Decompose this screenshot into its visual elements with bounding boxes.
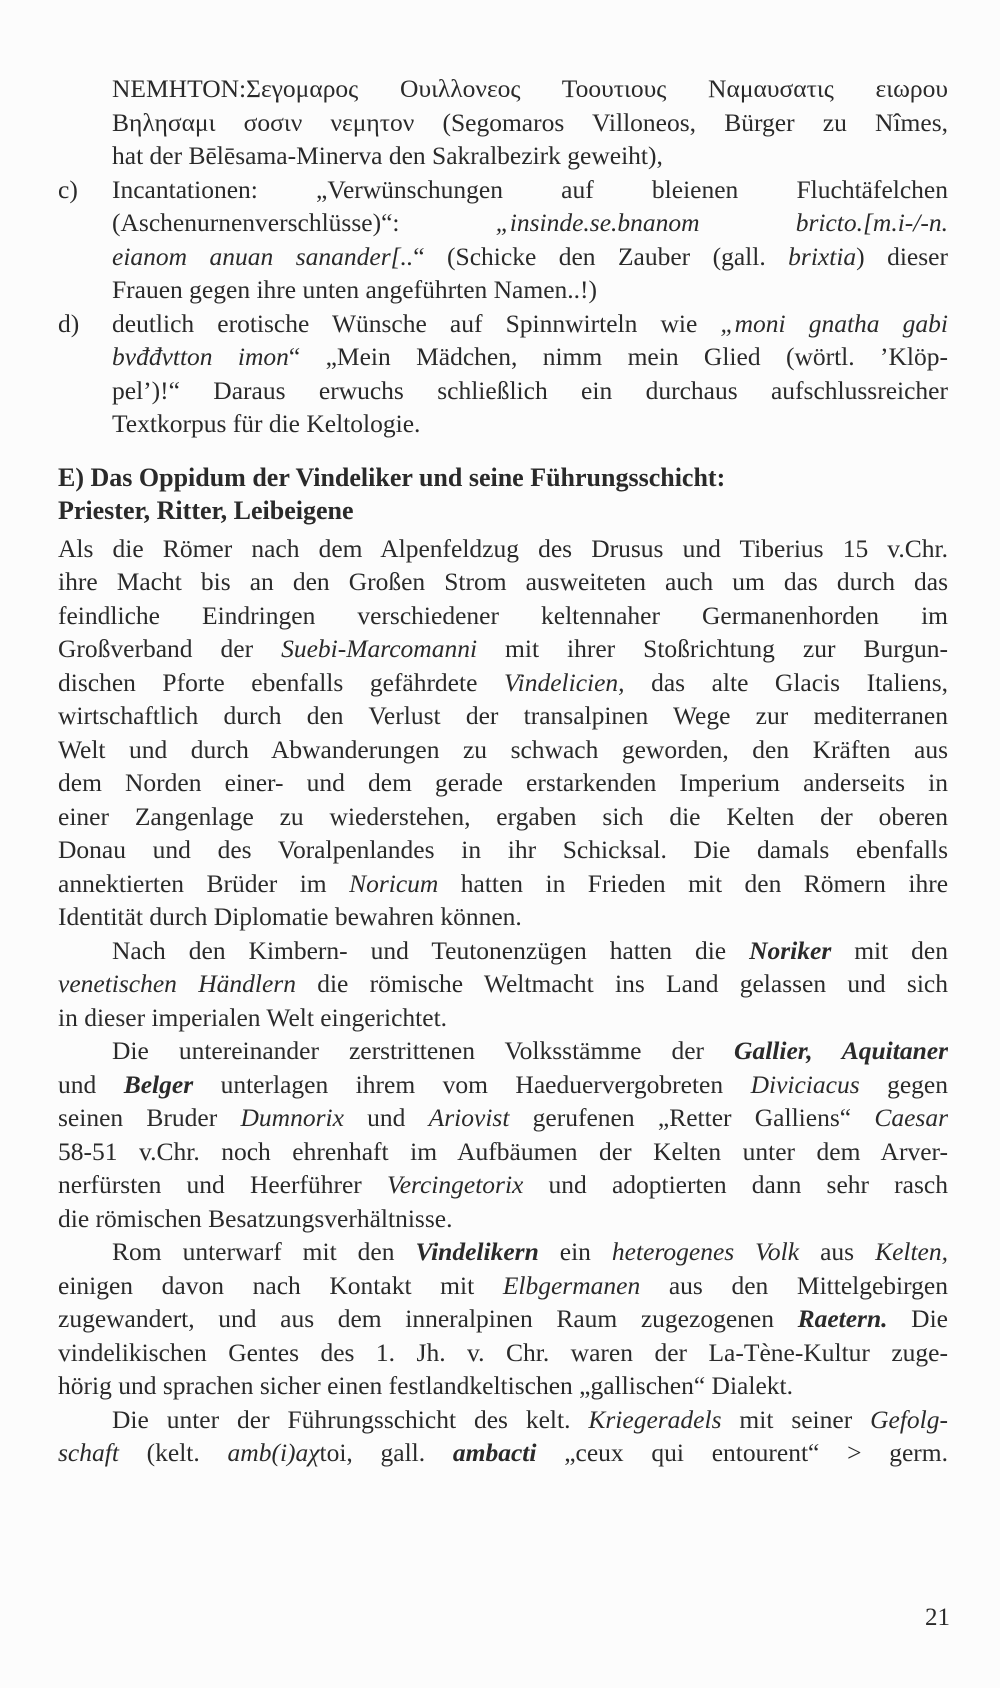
text-line: Identität durch Diplomatie bewahren können.: [58, 902, 522, 931]
text-line: Textkorpus für die Keltologie.: [112, 409, 421, 438]
text-span: mit ihrer Stoßrichtung zur Burgun-: [477, 634, 948, 663]
text-line: Welt und durch Abwanderungen zu schwach geworden, den Kräften aus: [58, 734, 948, 764]
text-line: [58, 1101, 948, 1135]
list-item-d: [58, 307, 948, 441]
text-span: Großverband der: [58, 634, 282, 663]
heading-line: Priester, Ritter, Leibeigene: [58, 496, 354, 525]
text-span: hatten in Frieden mit den Römern ihre: [438, 868, 948, 898]
page-number: 21: [925, 1604, 950, 1631]
section-heading: [58, 461, 948, 528]
italic-span: Noricum: [349, 868, 439, 898]
italic-span: heterogenes Volk: [611, 1237, 800, 1266]
text-span: gegen: [859, 1069, 948, 1099]
text-span: Nach den Kimbern- und Teutonenzügen hatten die: [112, 935, 750, 965]
text-line: [58, 867, 948, 901]
text-span: annektierten Brüder im: [58, 868, 350, 898]
text-span: einigen davon nach Kontakt mit: [58, 1270, 503, 1300]
text-span: mit den: [831, 935, 948, 965]
text-span: (kelt.: [118, 1438, 228, 1467]
italic-span: amb(i)aχ: [227, 1438, 320, 1467]
text-line: vindelikischen Gentes des 1. Jh. v. Chr. waren der La-Tène-Kultur zuge-: [58, 1337, 948, 1367]
paragraph: [58, 1235, 948, 1403]
italic-span: Kriegeradels: [588, 1404, 722, 1434]
heading-line: E) Das Oppidum der Vindeliker und seine Führungsschicht:: [58, 462, 726, 492]
italic-span: schaft: [58, 1438, 119, 1467]
list-marker: d): [58, 308, 80, 338]
text-span: und adoptierten dann sehr rasch: [523, 1170, 948, 1199]
italic-span: Elbgermanen: [502, 1270, 641, 1300]
italic-span: Caesar: [874, 1103, 948, 1132]
italic-span: brixtia: [788, 241, 857, 271]
text-line: NEMHTON:Σεγομαρος Ουιλλονεος Τοουτιους Ναμαυσατις ειωρου: [112, 74, 948, 103]
text-span: gerufenen „Retter Galliens“: [509, 1103, 875, 1132]
bold-italic-span: Raetern.: [797, 1304, 888, 1333]
text-line: [58, 1034, 948, 1068]
paragraph: [58, 934, 948, 1035]
text-line: [58, 1269, 948, 1303]
text-span: “ „Mein Mädchen, nimm mein Glied (wörtl. ’Klöp-: [288, 342, 948, 371]
italic-span: „insinde.se.bnanom bricto.[m.i-/-n.: [495, 208, 948, 237]
text-span: Rom unterwarf mit den: [112, 1237, 416, 1266]
text-line: hat der Bēlēsama-Minerva den Sakralbezirk geweiht),: [112, 141, 663, 170]
text-line: pel’)!“ Daraus erwuchs schließlich ein durchaus aufschlussreicher: [112, 375, 948, 405]
text-line: [112, 206, 948, 240]
text-line: [112, 307, 948, 341]
italic-span: Ariovist: [428, 1103, 510, 1132]
text-line: hörig und sprachen sicher einen festlandkeltischen „gallischen“ Dialekt.: [58, 1371, 793, 1400]
text-line: [58, 1235, 948, 1269]
paragraph: [58, 1403, 948, 1470]
text-span: und: [58, 1069, 124, 1099]
text-span: Die unter der Führungsschicht des kelt.: [112, 1404, 589, 1434]
inscription-block: [58, 72, 948, 173]
text-line: die römischen Besatzungsverhältnisse.: [58, 1203, 453, 1233]
text-span: “ (Schicke den Zauber (gall.: [413, 241, 789, 271]
text-line: [58, 967, 948, 1001]
text-span: aus den Mittelgebirgen: [640, 1270, 948, 1300]
list-item-c: [58, 173, 948, 307]
italic-span: bvđđvtton imon: [112, 342, 289, 371]
text-line: [58, 1403, 948, 1437]
bold-italic-span: Vindelikern: [415, 1237, 539, 1266]
text-span: ) dieser: [856, 241, 948, 271]
text-line: wirtschaftlich durch den Verlust der transalpinen Wege zur mediterranen: [58, 701, 948, 730]
text-span: Die untereinander zerstrittenen Volksstämme der: [112, 1036, 735, 1065]
text-span: und: [343, 1103, 429, 1132]
italic-span: Vercingetorix: [386, 1170, 524, 1199]
bold-italic-span: Noriker: [749, 935, 832, 965]
paragraph: [58, 1034, 948, 1235]
italic-span: Vindelicien,: [503, 667, 625, 697]
text-line: Incantationen: „Verwünschungen auf bleienen Fluchtäfelchen: [112, 174, 948, 204]
text-line: Frauen gegen ihre unten angeführten Namen..!): [112, 275, 598, 304]
text-line: [58, 1168, 948, 1202]
text-span: deutlich erotische Wünsche auf Spinnwirteln wie: [112, 308, 721, 338]
text-line: 58-51 v.Chr. noch ehrenhaft im Aufbäumen der Kelten unter dem Arver-: [58, 1136, 948, 1166]
text-span: seinen Bruder: [58, 1103, 241, 1132]
bold-italic-span: Belger: [123, 1069, 194, 1099]
text-line: [112, 340, 948, 374]
text-line: [112, 240, 948, 274]
bold-italic-span: Gallier, Aquitaner: [734, 1036, 948, 1065]
italic-span: Kelten,: [875, 1237, 948, 1266]
text-span: unterlagen ihrem vom Haeduervergobreten: [193, 1069, 751, 1099]
text-line: Donau und des Voralpenlandes in ihr Schicksal. Die damals ebenfalls: [58, 835, 948, 864]
italic-span: Gefolg-: [870, 1404, 948, 1434]
text-span: zugewandert, und aus dem inneralpinen Raum zugezogenen: [58, 1304, 798, 1333]
list-marker: c): [58, 174, 78, 204]
text-span: (Aschenurnenverschlüsse)“:: [112, 208, 496, 237]
text-line: [58, 666, 948, 700]
text-line: Βηλησαμι σοσιν νεμητον (Segomaros Villoneos, Bürger zu Nîmes,: [112, 107, 948, 137]
text-line: in dieser imperialen Welt eingerichtet.: [58, 1002, 448, 1032]
text-span: mit seiner: [721, 1404, 871, 1434]
text-span: nerfürsten und Heerführer: [58, 1170, 387, 1199]
text-line: [58, 1302, 948, 1336]
italic-span: Diviciacus: [750, 1069, 860, 1099]
text-line: dem Norden einer- und dem gerade erstarkenden Imperium anderseits in: [58, 768, 948, 797]
text-line: [58, 1436, 948, 1470]
bold-italic-span: ambacti: [452, 1438, 537, 1467]
italic-span: venetischen Händlern: [58, 969, 296, 998]
paragraph: [58, 532, 948, 934]
text-line: Als die Römer nach dem Alpenfeldzug des Drusus und Tiberius 15 v.Chr.: [58, 533, 948, 563]
text-span: toi, gall.: [319, 1438, 453, 1467]
italic-span: Suebi-Marcomanni: [281, 634, 478, 663]
text-span: Die: [887, 1304, 948, 1333]
text-span: die römische Weltmacht ins Land gelassen und sich: [295, 969, 948, 998]
text-line: einer Zangenlage zu wiederstehen, ergaben sich die Kelten der oberen: [58, 801, 948, 831]
italic-span: „moni gnatha gabi: [720, 308, 948, 338]
text-line: ihre Macht bis an den Großen Strom ausweiteten auch um das durch das: [58, 567, 948, 596]
text-span: ein: [538, 1237, 612, 1266]
text-line: feindliche Eindringen verschiedener keltennaher Germanenhorden im: [58, 600, 948, 630]
italic-span: eianom anuan sanander[..: [112, 241, 414, 271]
text-span: aus: [799, 1237, 876, 1266]
text-line: [58, 632, 948, 666]
text-line: [58, 1068, 948, 1102]
text-span: das alte Glacis Italiens,: [624, 667, 948, 697]
text-line: [58, 934, 948, 968]
italic-span: Dumnorix: [240, 1103, 344, 1132]
text-span: „ceux qui entourent“ > germ.: [536, 1438, 948, 1467]
text-span: dischen Pforte ebenfalls gefährdete: [58, 667, 504, 697]
